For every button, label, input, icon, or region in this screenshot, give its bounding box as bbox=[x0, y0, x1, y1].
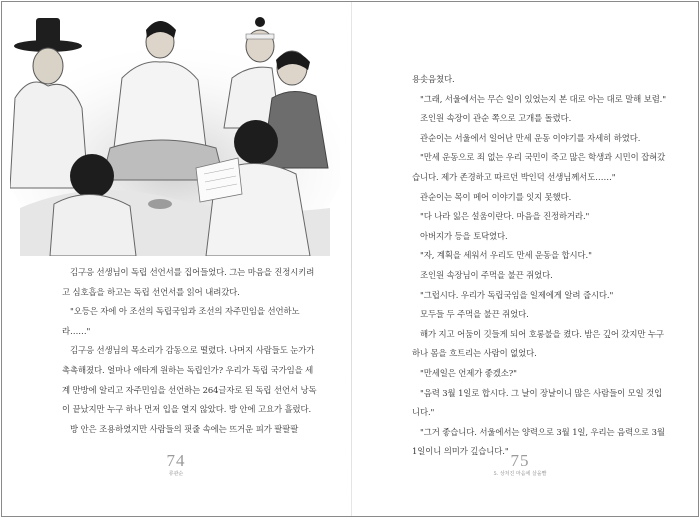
running-title: 류관순 bbox=[168, 471, 184, 477]
right-body-text bbox=[412, 70, 668, 462]
right-paragraph: "그럽시다. 우리가 독립국임을 일제에게 알려 줍시다." bbox=[420, 289, 614, 300]
running-title: 5. 상처진 마음에 살을빨 bbox=[493, 471, 547, 477]
left-folio bbox=[126, 452, 226, 478]
left-paragraph: 방 안은 조용하였지만 사람들의 핏줄 속에는 뜨거운 피가 팔팔팔 bbox=[70, 423, 299, 434]
right-paragraph: 조인원 속장님이 주먹을 불끈 쥐었다. bbox=[420, 269, 553, 280]
left-paragraph: 김구응 선생님의 목소리가 감동으로 떨렸다. 나머지 사람들도 눈가가 촉촉해졌다. 얼마나 애타게 원하는 독립인가? 우리가 독립 국가임을 세계 만방에 알리고 자주민임을 선언하는 264글자로 된 독립 선언서 낭독이 끝났지만 누구 하나 먼저 입을 열지 않았다. 방 안에 고요가 흘렀다. bbox=[62, 345, 317, 415]
right-paragraph: 조인원 속장이 관순 쪽으로 고개를 돌렸다. bbox=[420, 113, 572, 124]
right-paragraph: 아버지가 등을 토닥였다. bbox=[420, 230, 508, 241]
right-paragraph: 용솟음쳤다. bbox=[412, 74, 455, 84]
right-paragraph: "그래, 서울에서는 무슨 일이 있었는지 본 대로 아는 대로 말해 보렴." bbox=[420, 93, 666, 104]
left-paragraph: "오등은 자에 아 조선의 독립국임과 조선의 자주민임을 선언하노라……" bbox=[62, 306, 300, 336]
right-paragraph: "만세일은 언제가 좋겠소?" bbox=[420, 367, 517, 378]
right-paragraph: 해가 지고 어둠이 깃들게 되어 호롱불을 켰다. 밤은 깊어 갔지만 누구 하나 몸을 흐트리는 사람이 없었다. bbox=[412, 328, 664, 359]
right-paragraph: "그거 좋습니다. 서울에서는 양력으로 3월 1일, 우리는 음력으로 3월 1일이니 의미가 깊습니다." bbox=[412, 426, 665, 457]
right-paragraph: "자, 계획을 세워서 우리도 만세 운동을 합시다." bbox=[420, 250, 592, 261]
page-number: 75 bbox=[510, 451, 530, 470]
left-paragraph: 김구응 선생님이 독립 선언서를 집어들었다. 그는 마음을 진정시키려고 심호흡을 하고는 독립 선언서를 읽어 내려갔다. bbox=[62, 267, 315, 297]
ink-illustration bbox=[10, 8, 340, 256]
right-paragraph: 관순이는 목이 메어 이야기를 잇지 못했다. bbox=[420, 191, 572, 202]
right-paragraph: 모두들 두 주먹을 불끈 쥐었다. bbox=[420, 309, 529, 320]
right-folio bbox=[470, 452, 570, 478]
page-number: 74 bbox=[166, 451, 186, 470]
right-paragraph: 관순이는 서울에서 일어난 만세 운동 이야기를 자세히 하였다. bbox=[420, 132, 641, 143]
right-paragraph: "만세 운동으로 죄 없는 우리 국민이 죽고 많은 학생과 시민이 잡혀갔습니다. 제가 존경하고 따르던 박인덕 선생님께서도……" bbox=[412, 152, 666, 182]
left-page bbox=[2, 2, 351, 516]
book-spread bbox=[1, 1, 699, 517]
right-paragraph: "음력 3월 1일로 합시다. 그 날이 장날이니 많은 사람들이 모일 것입니다." bbox=[412, 387, 663, 418]
right-paragraph: "다 나라 잃은 설움이란다. 마음을 진정하거라." bbox=[420, 211, 590, 222]
left-body-text bbox=[62, 263, 320, 439]
right-page bbox=[352, 2, 700, 516]
